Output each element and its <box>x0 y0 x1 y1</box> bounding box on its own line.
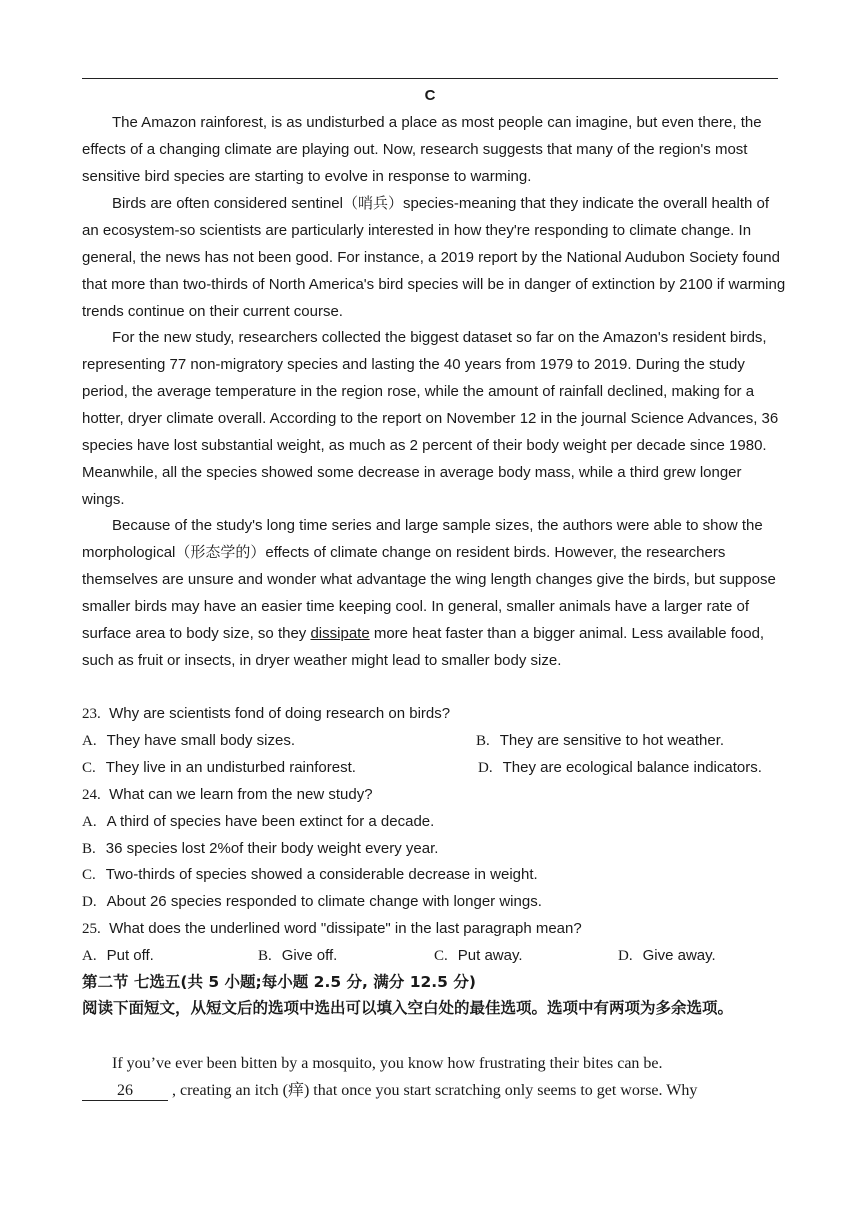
q23-option-b: B. They are sensitive to hot weather. <box>476 732 725 749</box>
underlined-word: dissipate <box>310 625 370 642</box>
q25-option-c: C. Put away. <box>434 947 523 964</box>
question-25-stem: 25. What does the underlined word "dissipate" in the last paragraph mean? <box>82 920 582 937</box>
q24-option-b: B. 36 species lost 2%of their body weight every year. <box>82 840 439 857</box>
q24-option-d: D. About 26 species responded to climate change with longer wings. <box>82 893 542 910</box>
q25-option-d: D. Give away. <box>618 947 716 964</box>
q24-option-c: C. Two-thirds of species showed a considerable decrease in weight. <box>82 866 538 883</box>
passage-paragraph-2: Birds are often considered sentinel（哨兵）species-meaning that they indicate the overall health of an ecosystem-so scientists are particularly interested in how they're responding to climate change. In general, the news has not been good. For instance, a 2019 report by the National Audubon Society found that more than two-thirds of North America's bird species will be in danger of extinction by 2100 if warming trends continue on their current course. <box>82 195 786 320</box>
para4-before: Because of the study's long time series and large sample sizes, the authors were able to show the morphological（形态学的）effects of climate change on resident birds. However, the researchers themselves are unsure and wonder what advantage the wing length changes give the birds, but suppose smaller birds may have an easier time keeping cool. In general, smaller animals have a larger rate of surface area to body size, so they <box>82 517 776 642</box>
top-rule <box>82 78 778 79</box>
question-23-stem: 23. Why are scientists fond of doing research on birds? <box>82 705 451 722</box>
q24-option-a: A. A third of species have been extinct for a decade. <box>82 813 435 830</box>
q23-option-a: A. They have small body sizes. <box>82 732 296 749</box>
answer-blank-26[interactable]: 26 <box>82 1082 168 1101</box>
passage-paragraph-4 <box>82 512 788 674</box>
q25-option-b: B. Give off. <box>258 947 338 964</box>
section-2-heading: 第二节 七选五(共 5 小题;每小题 2.5 分, 满分 12.5 分) <box>82 973 476 991</box>
section-2-instruction: 阅读下面短文，从短文后的选项中选出可以填入空白处的最佳选项。选项中有两项为多余选项。 <box>82 999 734 1017</box>
section-letter: C <box>424 87 436 104</box>
q25-option-a: A. Put off. <box>82 947 154 964</box>
q23-option-c: C. They live in an undisturbed rainforest. <box>82 759 356 776</box>
mosquito-line-2 <box>82 1077 778 1104</box>
q23-option-d: D. They are ecological balance indicators. <box>478 759 762 776</box>
passage-paragraph-3: For the new study, researchers collected the biggest dataset so far on the Amazon's resident birds, representing 77 non-migratory species and lasting the 40 years from 1979 to 2019. During the study period, the average temperature in the region rose, while the amount of rainfall declined, making for a hotter, dryer climate overall. According to the report on November 12 in the journal Science Advances, 36 species have lost substantial weight, as much as 2 percent of their body weight per decade since 1980. Meanwhile, all the species showed some decrease in average body mass, while a third grew longer wings. <box>82 329 779 508</box>
mosquito-line-1: If you’ve ever been bitten by a mosquito, you know how frustrating their bites can be. <box>112 1055 663 1072</box>
passage-paragraph-1: The Amazon rainforest, is as undisturbed a place as most people can imagine, but even there, the effects of a changing climate are playing out. Now, research suggests that many of the region's most sensitive bird species are starting to evolve in response to warming. <box>82 114 762 185</box>
question-24-stem: 24. What can we learn from the new study? <box>82 786 373 803</box>
para4-after: more heat faster than a bigger animal. Less available food, such as fruit or insects, in dryer weather might lead to smaller body size. <box>82 625 765 669</box>
mosquito-line-2-text: , creating an itch (痒) that once you start scratching only seems to get worse. Why <box>168 1082 698 1099</box>
